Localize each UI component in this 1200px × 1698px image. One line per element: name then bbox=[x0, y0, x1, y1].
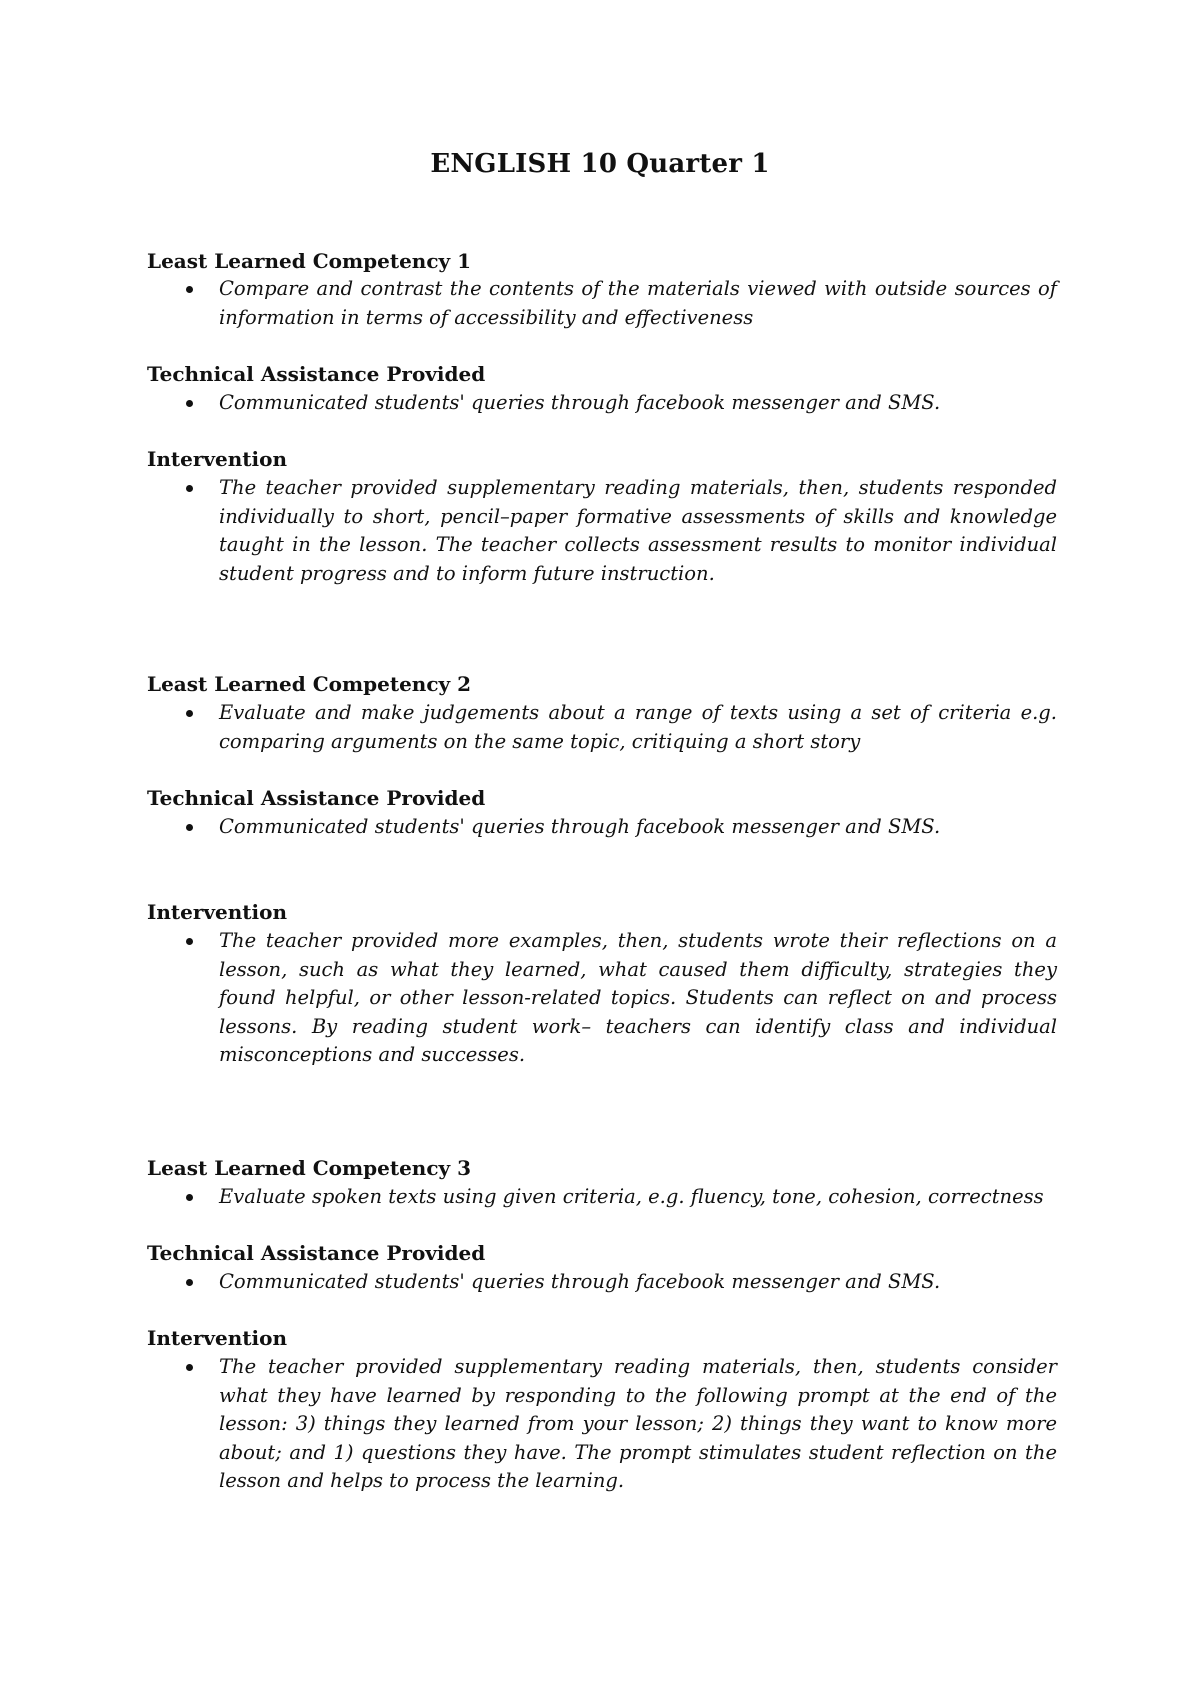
bullet-icon bbox=[186, 1279, 193, 1286]
bullet-icon bbox=[186, 1364, 193, 1371]
intervention-2-text: The teacher provided more examples, then, students wrote their reflections on a lesson, such as what they learned, what caused them difficulty, strategies they found helpful, or other lesson-related topics. Students can reflect on and process lessons. By reading student work– teachers can identify class and individual misconceptions and successes. bbox=[219, 929, 1057, 1067]
bullet-icon bbox=[186, 1194, 193, 1201]
competency-3-text: Evaluate spoken texts using given criteria, e.g. fluency, tone, cohesion, correctness bbox=[219, 1185, 1044, 1208]
competency-2-text: Evaluate and make judgements about a range of texts using a set of criteria e.g. comparing arguments on the same topic, critiquing a short story bbox=[219, 701, 1057, 753]
bullet-icon bbox=[186, 485, 193, 492]
intervention-3-heading: Intervention bbox=[147, 1326, 287, 1350]
assistance-1-heading: Technical Assistance Provided bbox=[147, 362, 486, 386]
competency-2-heading: Least Learned Competency 2 bbox=[147, 672, 472, 696]
bullet-icon bbox=[186, 710, 193, 717]
competency-1-heading: Least Learned Competency 1 bbox=[147, 249, 472, 273]
assistance-2-heading: Technical Assistance Provided bbox=[147, 786, 486, 810]
bullet-icon bbox=[186, 824, 193, 831]
document-title: ENGLISH 10 Quarter 1 bbox=[430, 149, 770, 179]
intervention-3-text: The teacher provided supplementary reading materials, then, students consider what they have learned by responding to the following prompt at the end of the lesson: 3) things they learned from your lesson; 2) things they want to know more about; and 1) questions they have. The prompt stimulates student reflection on the lesson and helps to process the learning. bbox=[219, 1355, 1057, 1493]
bullet-icon bbox=[186, 400, 193, 407]
intervention-2-heading: Intervention bbox=[147, 900, 287, 924]
bullet-icon bbox=[186, 286, 193, 293]
intervention-1-text: The teacher provided supplementary reading materials, then, students responded individually to short, pencil–paper formative assessments of skills and knowledge taught in the lesson. The teacher collects assessment results to monitor individual student progress and to inform future instruction. bbox=[219, 476, 1057, 585]
assistance-3-heading: Technical Assistance Provided bbox=[147, 1241, 486, 1265]
assistance-2-text: Communicated students' queries through facebook messenger and SMS. bbox=[219, 815, 941, 838]
bullet-icon bbox=[186, 938, 193, 945]
competency-1-text: Compare and contrast the contents of the materials viewed with outside sources of information in terms of accessibility and effectiveness bbox=[219, 277, 1057, 329]
competency-3-heading: Least Learned Competency 3 bbox=[147, 1156, 472, 1180]
assistance-1-text: Communicated students' queries through facebook messenger and SMS. bbox=[219, 391, 941, 414]
intervention-1-heading: Intervention bbox=[147, 447, 287, 471]
assistance-3-text: Communicated students' queries through facebook messenger and SMS. bbox=[219, 1270, 941, 1293]
